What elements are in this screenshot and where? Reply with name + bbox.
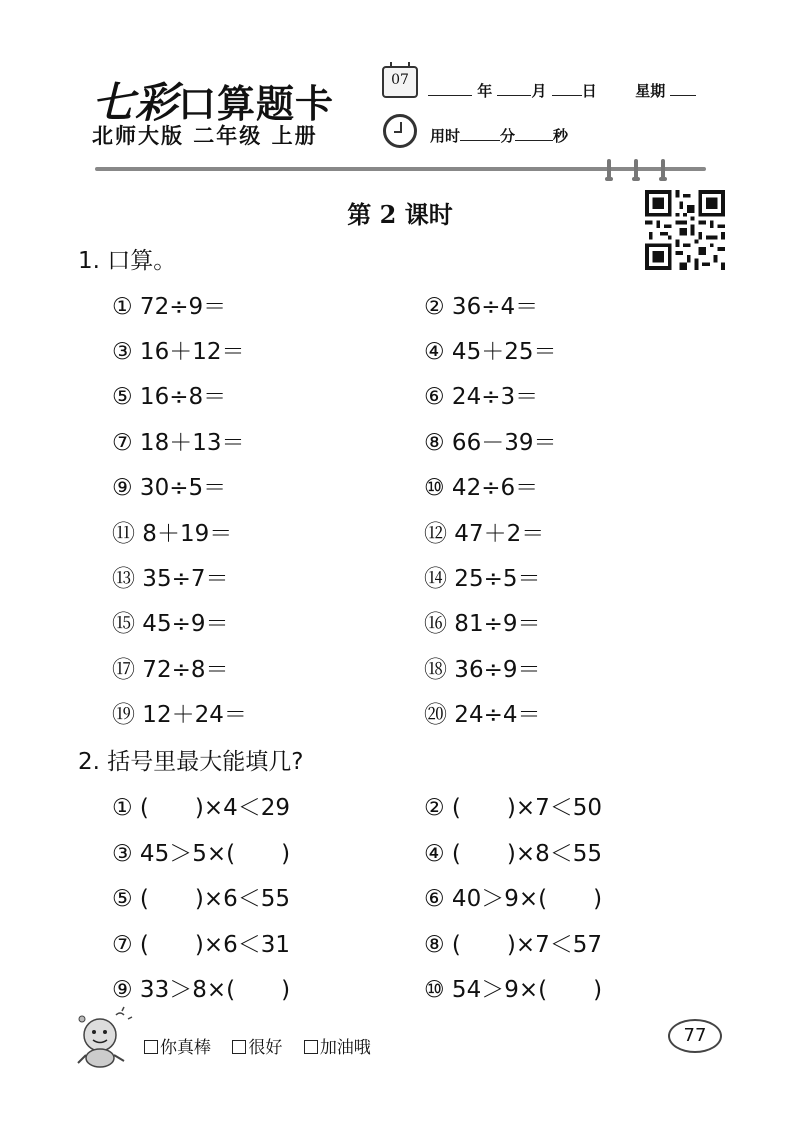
month-blank[interactable] — [497, 79, 531, 96]
rating-label: 加油哦 — [319, 1038, 371, 1058]
minutes-blank[interactable] — [460, 124, 500, 141]
calc-problem-14: ⑭ 25÷5＝ — [424, 566, 541, 592]
checkbox[interactable] — [304, 1040, 318, 1054]
edition-label: 北师大版 二年级 上册 — [92, 124, 318, 148]
bracket-problem-7: ⑦ ( )×6＜31 — [112, 932, 291, 958]
day-label: 日 — [581, 82, 597, 100]
time-used-label: 用时 — [430, 127, 461, 145]
bracket-problem-2: ② ( )×7＜50 — [424, 795, 603, 821]
seconds-blank[interactable] — [515, 124, 553, 141]
weekday-label: 星期 — [635, 82, 666, 100]
calc-problem-2: ② 36÷4＝ — [424, 294, 539, 320]
day-blank[interactable] — [552, 79, 582, 96]
rating-label: 很好 — [248, 1038, 283, 1058]
lesson-title: 第 2 课时 — [347, 200, 453, 229]
calc-problem-8: ⑧ 66－39＝ — [424, 430, 557, 456]
calc-problem-13: ⑬ 35÷7＝ — [112, 566, 229, 592]
bracket-problem-1: ① ( )×4＜29 — [112, 795, 291, 821]
bracket-problem-8: ⑧ ( )×7＜57 — [424, 932, 603, 958]
section-2-title: 2. 括号里最大能填几? — [78, 749, 304, 775]
divider-pin — [607, 159, 611, 179]
calc-problem-15: ⑮ 45÷9＝ — [112, 611, 229, 637]
year-label: 年 — [477, 82, 493, 100]
calc-problem-16: ⑯ 81÷9＝ — [424, 611, 541, 637]
calc-problem-9: ⑨ 30÷5＝ — [112, 475, 227, 501]
header-divider — [95, 167, 706, 171]
page-number: 77 — [668, 1019, 722, 1053]
calendar-icon — [382, 66, 418, 98]
time-fill-line — [430, 124, 568, 146]
bracket-problem-10: ⑩ 54＞9×( ) — [424, 977, 603, 1003]
calc-problem-20: ⑳ 24÷4＝ — [424, 702, 541, 728]
seconds-label: 秒 — [553, 127, 569, 145]
calc-problem-12: ⑫ 47＋2＝ — [424, 521, 545, 547]
bracket-problem-3: ③ 45＞5×( ) — [112, 841, 291, 867]
weekday-blank[interactable] — [670, 79, 696, 96]
section-1-title: 1. 口算。 — [78, 248, 177, 274]
rating-option-great[interactable] — [144, 1038, 211, 1058]
checkbox[interactable] — [144, 1040, 158, 1054]
bracket-problem-6: ⑥ 40＞9×( ) — [424, 886, 603, 912]
rating-option-good[interactable] — [232, 1038, 282, 1058]
clock-icon — [383, 114, 417, 148]
calc-problem-18: ⑱ 36÷9＝ — [424, 657, 541, 683]
calendar-day: 07 — [391, 72, 409, 88]
qr-code-icon[interactable] — [645, 190, 725, 270]
calc-problem-1: ① 72÷9＝ — [112, 294, 227, 320]
calc-problem-4: ④ 45＋25＝ — [424, 339, 557, 365]
month-label: 月 — [531, 82, 547, 100]
cartoon-mascot-icon — [72, 1005, 134, 1069]
calc-problem-6: ⑥ 24÷3＝ — [424, 384, 539, 410]
calc-problem-10: ⑩ 42÷6＝ — [424, 475, 539, 501]
brand-part-1: 七 — [92, 78, 136, 127]
year-blank[interactable] — [428, 79, 472, 96]
bracket-problem-9: ⑨ 33＞8×( ) — [112, 977, 291, 1003]
calc-problem-7: ⑦ 18＋13＝ — [112, 430, 245, 456]
brand-part-2: 彩 — [135, 78, 179, 127]
calc-problem-3: ③ 16＋12＝ — [112, 339, 245, 365]
date-fill-line — [428, 79, 696, 101]
checkbox[interactable] — [232, 1040, 246, 1054]
divider-pin — [634, 159, 638, 179]
minutes-label: 分 — [500, 127, 516, 145]
bracket-problem-4: ④ ( )×8＜55 — [424, 841, 603, 867]
calc-problem-5: ⑤ 16÷8＝ — [112, 384, 227, 410]
rating-label: 你真棒 — [160, 1038, 211, 1058]
calc-problem-11: ⑪ 8＋19＝ — [112, 521, 233, 547]
brand-part-3: 口算题卡 — [178, 81, 335, 126]
self-rating-options — [144, 1033, 387, 1058]
calc-problem-17: ⑰ 72÷8＝ — [112, 657, 229, 683]
rating-option-keep-going[interactable] — [304, 1038, 371, 1058]
bracket-problem-5: ⑤ ( )×6＜55 — [112, 886, 291, 912]
divider-pin — [661, 159, 665, 179]
calc-problem-19: ⑲ 12＋24＝ — [112, 702, 247, 728]
